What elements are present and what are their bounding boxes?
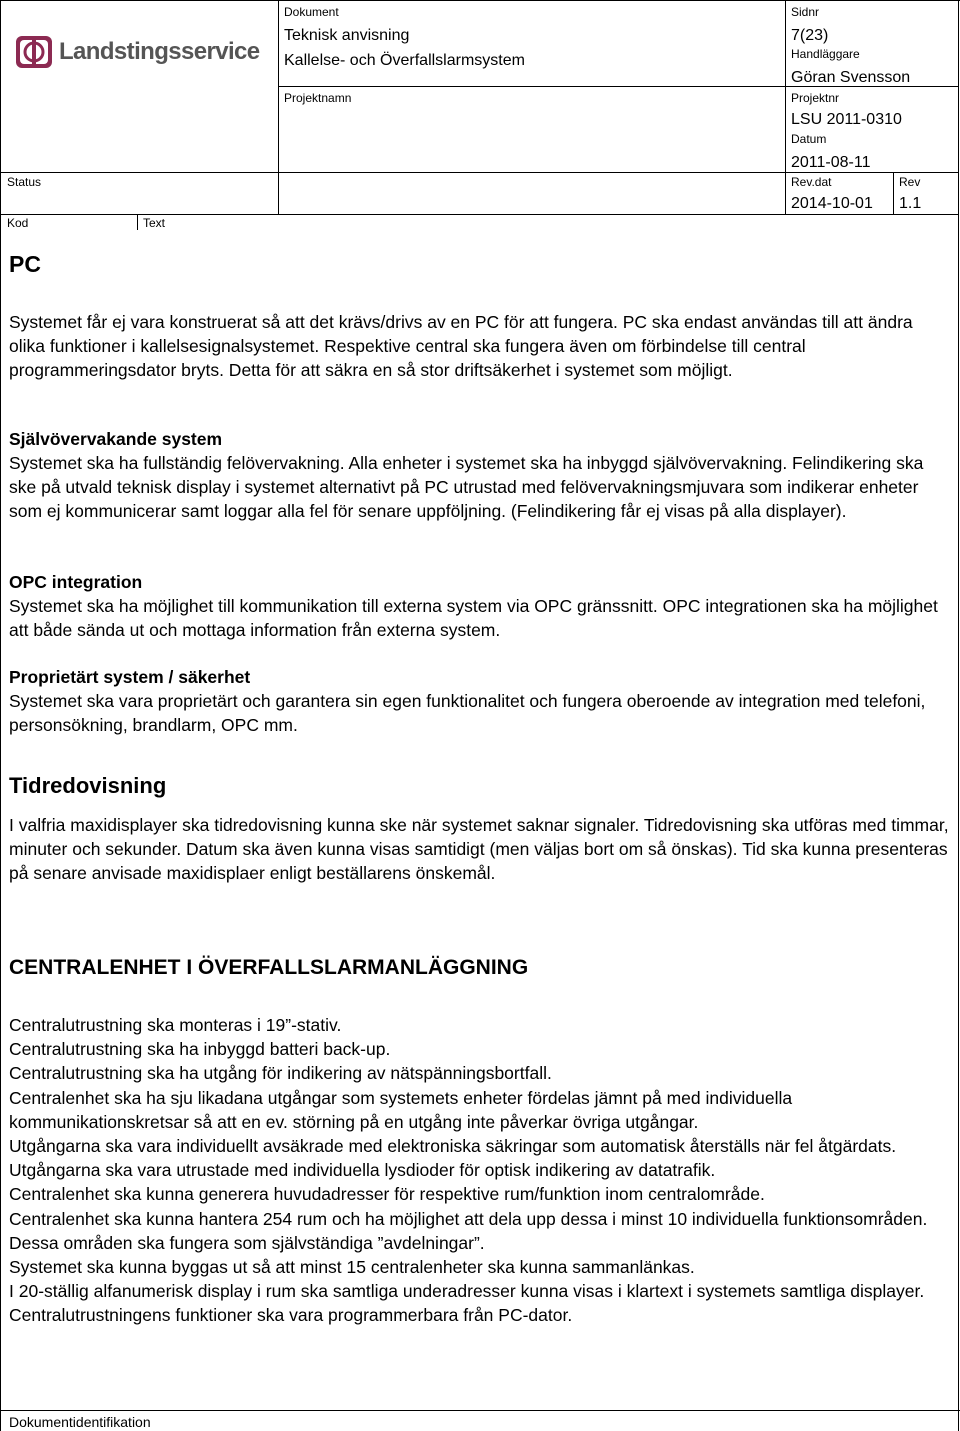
handlaggare-value: Göran Svensson xyxy=(791,69,911,86)
revdat-label: Rev.dat xyxy=(791,175,832,189)
rev-value: 1.1 xyxy=(899,195,922,212)
rev-label: Rev xyxy=(899,175,921,189)
self-section xyxy=(9,427,951,524)
logo-icon xyxy=(15,32,55,72)
kod-label: Kod xyxy=(7,216,29,230)
projektnr-label: Projektnr xyxy=(791,91,840,105)
logo xyxy=(15,32,260,72)
tid-heading: Tidredovisning xyxy=(9,773,167,798)
central-line: Centralutrustning ska ha utgång för indikering av nätspänningsbortfall. xyxy=(9,1063,552,1084)
tid-paragraph xyxy=(9,813,951,886)
pc-heading: PC xyxy=(9,251,41,277)
sidnr-label: Sidnr xyxy=(791,5,820,19)
opc-paragraph: Systemet ska ha möjlighet till kommunikation till externa system via OPC gränssnitt. OPC integrationen ska ha möjlighet att både sända ut och mottaga information från externa system. xyxy=(9,596,938,641)
handlaggare-label: Handläggare xyxy=(791,47,860,61)
central-line: Centralutrustningens funktioner ska vara programmerbara från PC-dator. xyxy=(9,1305,573,1326)
prop-section xyxy=(9,665,951,737)
self-heading: Självövervakande system xyxy=(9,429,223,449)
central-line: Centralenhet ska kunna generera huvudadresser för respektive rum/funktion inom centralområde. xyxy=(9,1184,765,1205)
central-line: Centralutrustning ska ha inbyggd batteri back-up. xyxy=(9,1039,391,1060)
dokument-value-1: Teknisk anvisning xyxy=(284,27,410,44)
central-heading: CENTRALENHET I ÖVERFALLSLARMANLÄGGNING xyxy=(9,956,529,979)
projektnr-value: LSU 2011-0310 xyxy=(791,111,902,128)
revdat-value: 2014-10-01 xyxy=(791,195,873,212)
text-label: Text xyxy=(143,216,166,230)
prop-heading: Proprietärt system / säkerhet xyxy=(9,667,251,687)
pc-paragraph-text: Systemet får ej vara konstruerat så att det krävs/drivs av en PC för att fungera. PC ska endast användas till att ändra olika funktioner i kallelsesignalsystemet. Respektive central ska fungera även om förbindelse till central programmeringsdator bryts. Detta för att säkra en så stor driftsäkerhet i systemet som möjligt. xyxy=(9,312,913,381)
dokument-value-2: Kallelse- och Överfallslarmsystem xyxy=(284,52,525,69)
central-line: I 20-ställig alfanumerisk display i rum ska samtliga underadresser kunna visas i klartext i systemets samtliga displayer. xyxy=(9,1281,925,1302)
datum-value: 2011-08-11 xyxy=(791,154,871,171)
pc-paragraph xyxy=(9,310,951,383)
logo-text: Landstingsservice xyxy=(59,38,260,65)
central-line: Utgångarna ska vara utrustade med individuella lysdioder för optisk indikering av datatrafik. xyxy=(9,1160,716,1181)
central-line: Centralenhet ska kunna hantera 254 rum och ha möjlighet att dela upp dessa i minst 10 individuella funktionsområden. Dessa områden ska fungera som självständiga ”avdelningar”. xyxy=(9,1208,928,1253)
sidnr-value: 7(23) xyxy=(791,27,829,44)
footer-label: Dokumentidentifikation xyxy=(9,1414,151,1430)
central-line: Utgångarna ska vara individuellt avsäkrade med elektroniska säkringar som automatisk återställs när fel åtgärdats. xyxy=(9,1136,897,1157)
datum-label: Datum xyxy=(791,132,827,146)
status-label: Status xyxy=(7,175,42,189)
self-paragraph: Systemet ska ha fullständig felövervakning. Alla enheter i systemet ska ha inbyggd självövervakning. Felindikering ska ske på utvald teknisk display i systemet alternativt på PC utrustad med felövervakningsmjuvara som indikerar enheter som ej kommunicerar samt loggar alla fel för senare uppföljning. (Felindikering får ej visas på alla displayer). xyxy=(9,453,924,522)
opc-section xyxy=(9,570,951,642)
central-line: Centralutrustning ska monteras i 19”-stativ. xyxy=(9,1015,342,1035)
central-line: Centralenhet ska ha sju likadana utgångar som systemets enheter fördelas jämnt på med individuella kommunikationskretsar så att en ev. störning på en utgång inte påverkar övriga utgångar. xyxy=(9,1087,793,1132)
central-list xyxy=(9,1013,951,1328)
projektnamn-label: Projektnamn xyxy=(284,91,352,105)
prop-paragraph: Systemet ska vara proprietärt och garantera sin egen funktionalitet och fungera oberoende av integration med telefoni, personsökning, brandlarm, OPC mm. xyxy=(9,691,926,736)
tid-paragraph-text: I valfria maxidisplayer ska tidredovisning kunna ske när systemet saknar signaler. Tidredovisning ska utföras med timmar, minuter och sekunder. Datum ska även kunna visas samtidigt (men väljas bort om så önskas). Tid ska kunna presenteras på senare anvisade maxidisplaer enligt beställarens önskemål. xyxy=(9,815,949,884)
opc-heading: OPC integration xyxy=(9,572,143,592)
central-line: Systemet ska kunna byggas ut så att minst 15 centralenheter ska kunna sammanlänkas. xyxy=(9,1257,695,1278)
dokument-label: Dokument xyxy=(284,5,339,19)
